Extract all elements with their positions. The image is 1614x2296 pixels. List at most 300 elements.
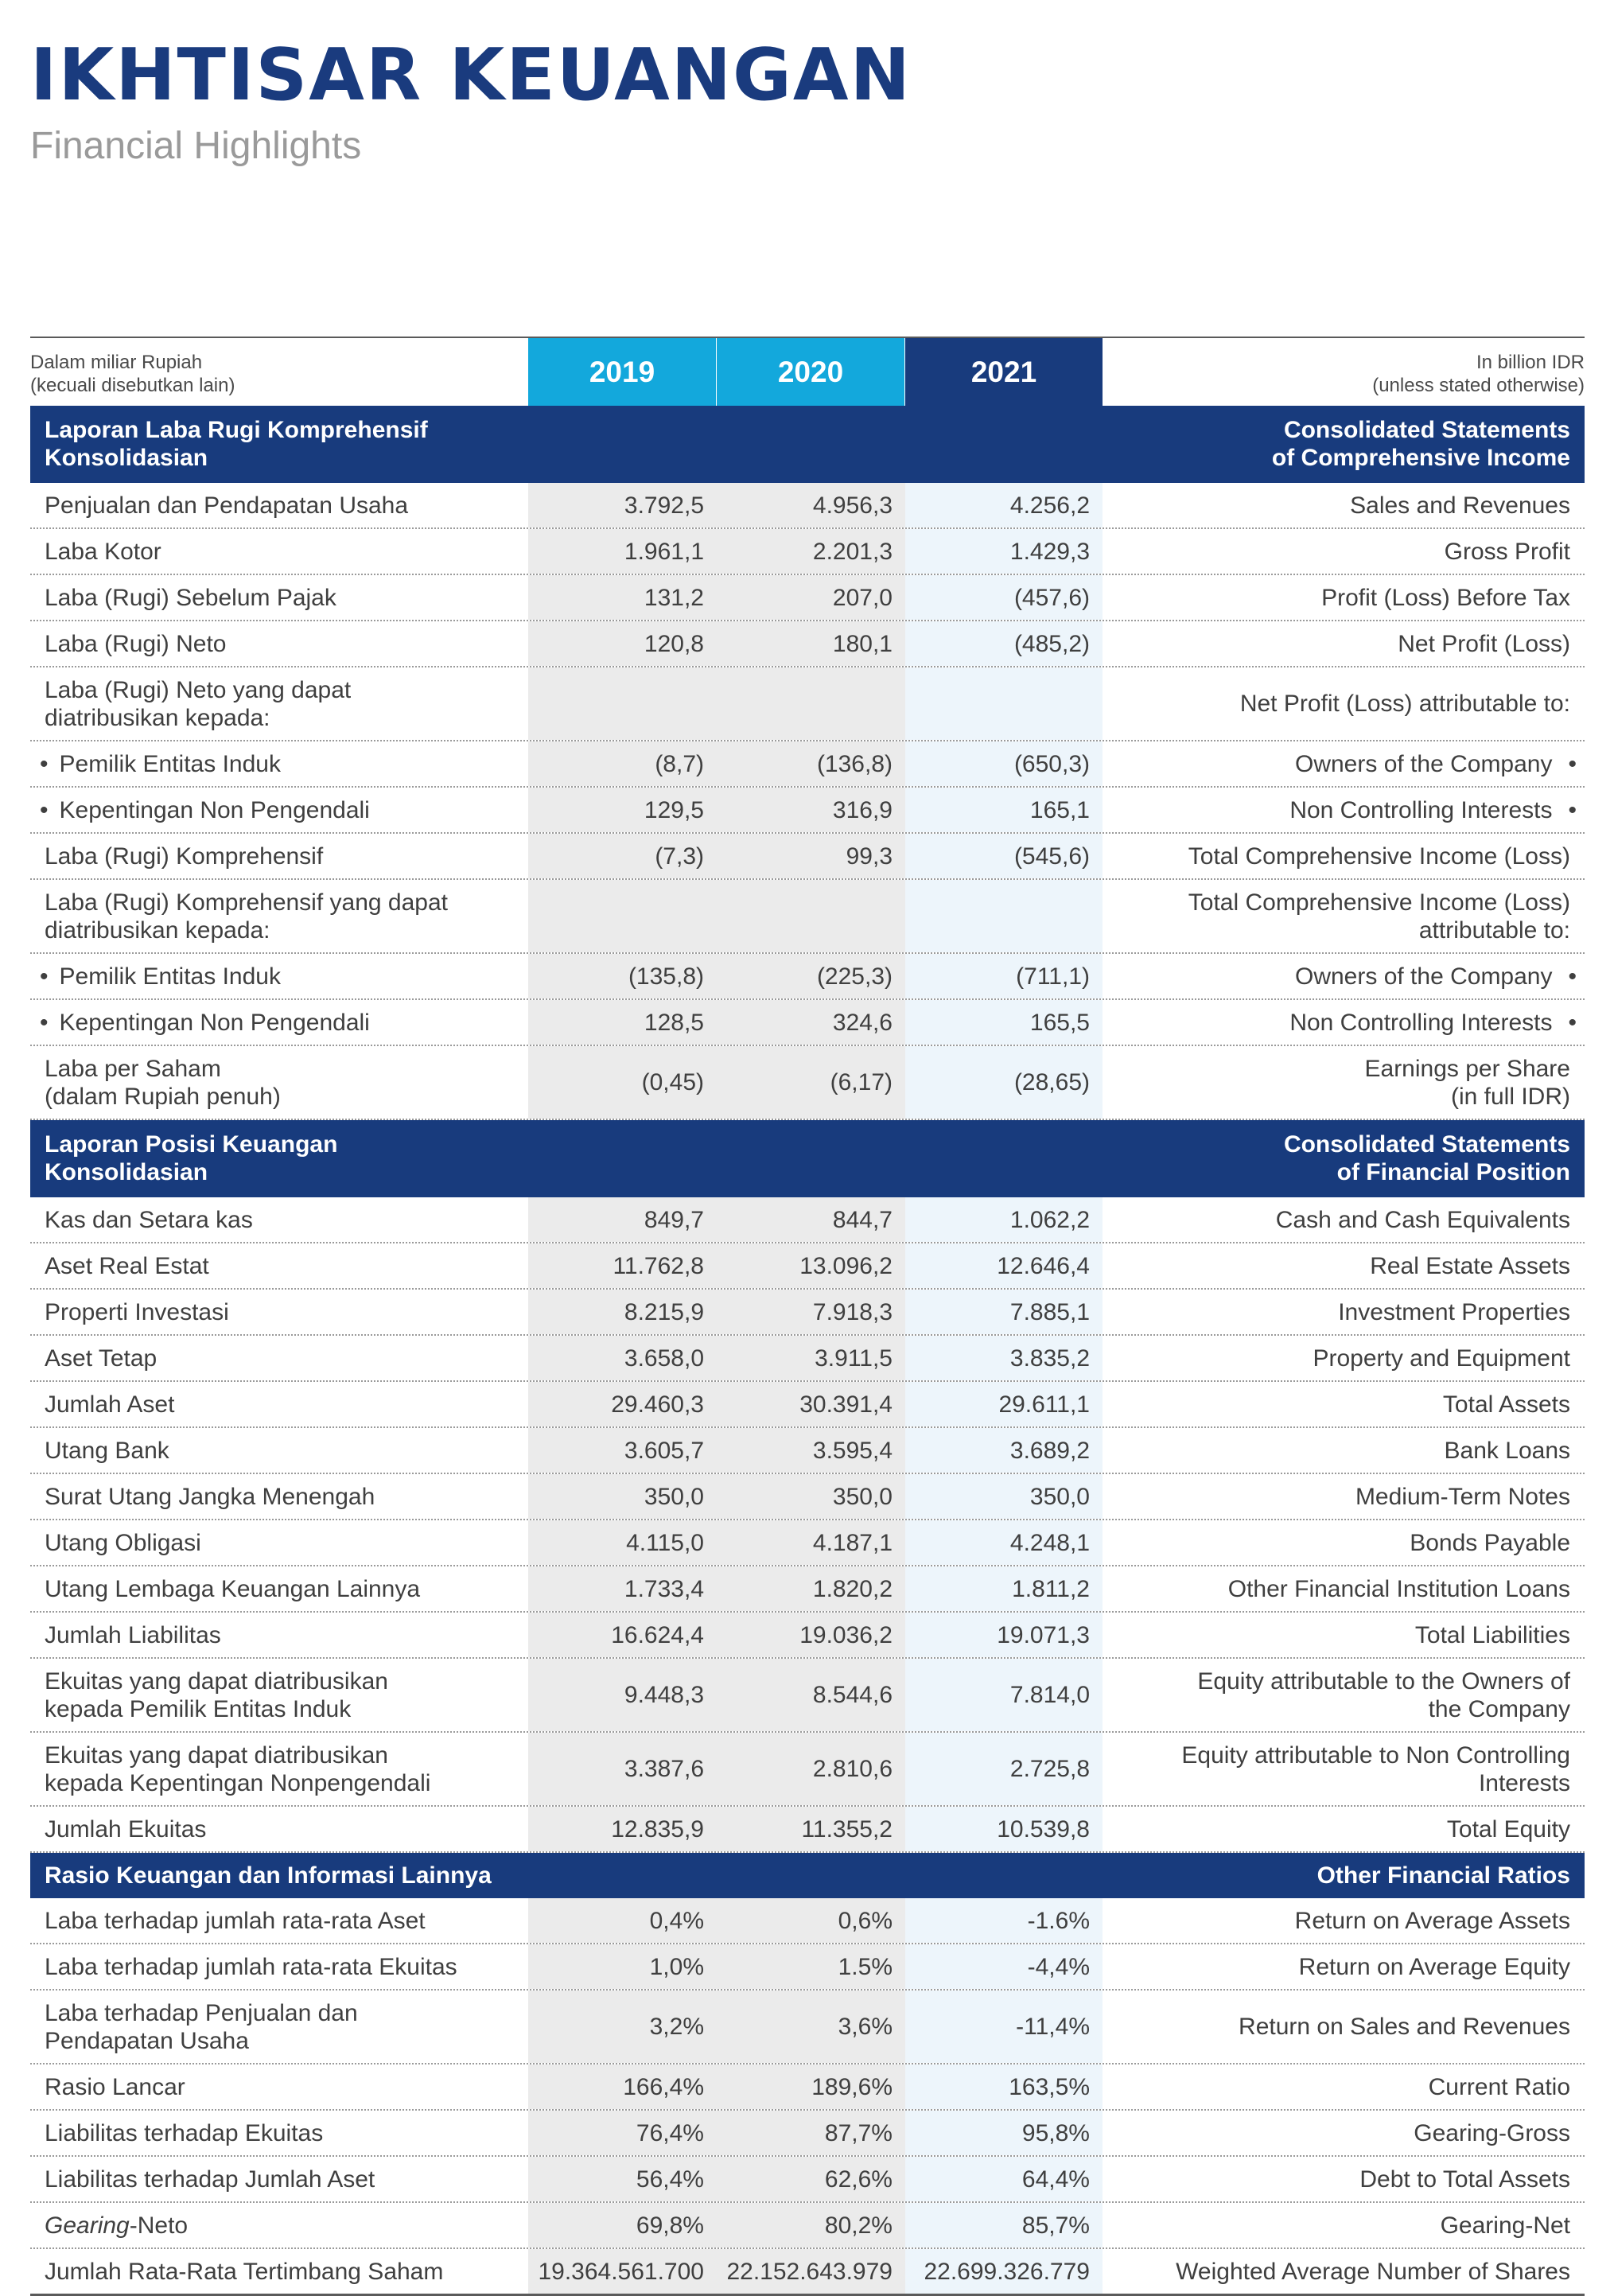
value-2019: 131,2 bbox=[528, 575, 717, 620]
value-2019: 129,5 bbox=[528, 788, 717, 832]
value-2019: 1,0% bbox=[528, 1944, 717, 1989]
section-title-id bbox=[45, 416, 428, 472]
row-label-en-text bbox=[1429, 2073, 1570, 2101]
row-label-id-line: Kepentingan Non Pengendali bbox=[59, 796, 370, 823]
value-2021: 165,5 bbox=[905, 1000, 1103, 1045]
row-label-id-line: kepada Kepentingan Nonpengendali bbox=[45, 1769, 431, 1796]
value-2021 bbox=[905, 880, 1103, 952]
row-label-en-text bbox=[1240, 690, 1570, 718]
row-label-id-text bbox=[45, 2073, 185, 2101]
table-row bbox=[30, 1382, 1585, 1428]
row-label-en-line: Sales and Revenues bbox=[1350, 492, 1570, 519]
value-2020: 324,6 bbox=[717, 1000, 905, 1045]
value-2020: 2.201,3 bbox=[717, 529, 905, 574]
row-label-id bbox=[30, 621, 528, 666]
row-label-en-text bbox=[1414, 2119, 1570, 2147]
table-row bbox=[30, 575, 1585, 621]
value-2020: 0,6% bbox=[717, 1898, 905, 1943]
row-label-en bbox=[1103, 621, 1585, 666]
row-label-id-line: Laba (Rugi) Neto bbox=[45, 630, 227, 657]
row-label-id bbox=[30, 1243, 528, 1288]
value-2020: 30.391,4 bbox=[717, 1382, 905, 1426]
value-2020: 844,7 bbox=[717, 1197, 905, 1242]
value-2019: 76,4% bbox=[528, 2111, 717, 2155]
value-2020: 1.820,2 bbox=[717, 1566, 905, 1611]
row-label-en bbox=[1103, 483, 1585, 527]
row-label-en-line: Medium-Term Notes bbox=[1355, 1483, 1570, 1510]
row-label-en bbox=[1103, 954, 1585, 998]
row-label-id-text bbox=[45, 538, 161, 566]
row-label-en-line: Total Comprehensive Income (Loss) bbox=[1188, 889, 1570, 916]
row-label-en bbox=[1103, 1566, 1585, 1611]
row-label-en-line: Interests bbox=[1478, 1769, 1570, 1796]
row-label-en-text bbox=[1410, 1529, 1570, 1557]
row-label-en-text bbox=[1239, 2013, 1570, 2041]
italic-term: Gearing bbox=[45, 2212, 130, 2239]
value-2020: 87,7% bbox=[717, 2111, 905, 2155]
row-label-en bbox=[1103, 1474, 1585, 1519]
value-2021: 85,7% bbox=[905, 2203, 1103, 2247]
row-label-id-text bbox=[45, 1345, 157, 1372]
row-label-id bbox=[30, 2203, 528, 2247]
row-label-en-text bbox=[1350, 492, 1570, 520]
row-label-id-text bbox=[60, 796, 370, 824]
row-label-en-text bbox=[1370, 1252, 1570, 1280]
value-2021: 3.835,2 bbox=[905, 1336, 1103, 1380]
value-2020: (6,17) bbox=[717, 1046, 905, 1119]
table-row bbox=[30, 529, 1585, 575]
table-row bbox=[30, 880, 1585, 954]
row-label-en-line: Return on Average Equity bbox=[1298, 1953, 1570, 1980]
row-label-en-line: Net Profit (Loss) attributable to: bbox=[1239, 691, 1570, 717]
row-label-id-line: Jumlah Rata-Rata Tertimbang Saham bbox=[45, 2258, 444, 2285]
row-label-en-line: Current Ratio bbox=[1428, 2073, 1570, 2100]
section-title-en bbox=[1284, 1130, 1570, 1186]
row-label-id-line: Laba (Rugi) Neto yang dapat bbox=[45, 676, 352, 703]
row-label-id bbox=[30, 2249, 528, 2294]
row-label-en-line: (in full IDR) bbox=[1450, 1083, 1570, 1110]
row-label-id bbox=[30, 575, 528, 620]
row-label-en bbox=[1103, 741, 1585, 786]
row-label-en bbox=[1103, 1807, 1585, 1851]
section-title-id-line: Konsolidasian bbox=[45, 445, 208, 471]
row-label-id bbox=[30, 2064, 528, 2109]
table-row bbox=[30, 954, 1585, 1000]
row-label-id-text bbox=[45, 1437, 169, 1465]
row-label-id-line: Utang Bank bbox=[45, 1437, 169, 1464]
row-label-en-line: Total Equity bbox=[1446, 1815, 1570, 1843]
row-label-en bbox=[1103, 1520, 1585, 1565]
value-2020: (225,3) bbox=[717, 954, 905, 998]
row-label-id-line: Rasio Lancar bbox=[45, 2073, 185, 2100]
row-label-id-text bbox=[45, 843, 323, 870]
value-2021: (28,65) bbox=[905, 1046, 1103, 1119]
row-label-id bbox=[30, 880, 528, 952]
value-2021: 3.689,2 bbox=[905, 1428, 1103, 1473]
value-2021: 7.814,0 bbox=[905, 1659, 1103, 1731]
value-2020: 99,3 bbox=[717, 834, 905, 878]
section-title-en bbox=[1272, 416, 1570, 472]
row-label-id-line: Laba terhadap jumlah rata-rata Ekuitas bbox=[45, 1953, 457, 1980]
row-label-en-line: Non Controlling Interests bbox=[1289, 796, 1553, 823]
value-2020 bbox=[717, 667, 905, 740]
value-2020: 19.036,2 bbox=[717, 1613, 905, 1657]
row-label-en-line: Equity attributable to Non Controlling bbox=[1181, 1741, 1570, 1769]
row-label-id-line: Ekuitas yang dapat diatribusikan bbox=[45, 1741, 388, 1769]
row-label-id bbox=[30, 1520, 528, 1565]
row-label-en-line: Return on Average Assets bbox=[1294, 1907, 1570, 1934]
value-2021: 163,5% bbox=[905, 2064, 1103, 2109]
section-title-en-line: of Comprehensive Income bbox=[1271, 445, 1570, 471]
row-label-id-line: Liabilitas terhadap Ekuitas bbox=[45, 2119, 324, 2146]
row-label-en bbox=[1103, 1991, 1585, 2063]
row-label-en-text bbox=[1299, 1953, 1570, 1981]
row-label-en bbox=[1103, 1197, 1585, 1242]
row-label-id-text bbox=[60, 750, 281, 778]
table-row bbox=[30, 1243, 1585, 1290]
row-label-en bbox=[1103, 1336, 1585, 1380]
row-label-id bbox=[30, 1566, 528, 1611]
row-label-en bbox=[1103, 1659, 1585, 1731]
row-label-id bbox=[30, 2157, 528, 2201]
row-label-id-line: Pendapatan Usaha bbox=[45, 2027, 249, 2054]
unit-note-en bbox=[1372, 351, 1585, 397]
row-label-id-text bbox=[45, 630, 226, 658]
value-2019: 3,2% bbox=[528, 1991, 717, 2063]
row-label-en-line: Owners of the Company bbox=[1295, 963, 1553, 990]
value-2021: 95,8% bbox=[905, 2111, 1103, 2155]
value-2020: 13.096,2 bbox=[717, 1243, 905, 1288]
row-label-en-line: the Company bbox=[1428, 1695, 1570, 1722]
row-label-id bbox=[30, 529, 528, 574]
value-2020: 7.918,3 bbox=[717, 1290, 905, 1334]
row-label-en-text bbox=[1289, 1009, 1552, 1037]
row-label-en-text bbox=[1445, 1437, 1570, 1465]
value-2019: 12.835,9 bbox=[528, 1807, 717, 1851]
table-row bbox=[30, 2249, 1585, 2294]
row-label-id-text bbox=[45, 1298, 229, 1326]
value-2021: 19.071,3 bbox=[905, 1613, 1103, 1657]
table-row bbox=[30, 1991, 1585, 2064]
value-2020: 180,1 bbox=[717, 621, 905, 666]
row-label-id bbox=[30, 483, 528, 527]
row-label-en-line: Weighted Average Number of Shares bbox=[1176, 2258, 1570, 2285]
section-title-id-line: Konsolidasian bbox=[45, 1159, 208, 1185]
value-2020: 1.5% bbox=[717, 1944, 905, 1989]
unit-note-id bbox=[30, 351, 235, 397]
row-label-en bbox=[1103, 529, 1585, 574]
bullet-icon: • bbox=[40, 963, 49, 990]
row-label-en bbox=[1103, 1613, 1585, 1657]
row-label-en-line: Investment Properties bbox=[1338, 1298, 1570, 1325]
row-label-id bbox=[30, 1000, 528, 1045]
row-label-en bbox=[1103, 1290, 1585, 1334]
row-label-id bbox=[30, 954, 528, 998]
value-2020: 80,2% bbox=[717, 2203, 905, 2247]
value-2021: 29.611,1 bbox=[905, 1382, 1103, 1426]
row-label-id-text bbox=[45, 1999, 358, 2055]
table-header bbox=[30, 338, 1585, 406]
section-header bbox=[30, 406, 1585, 483]
row-label-en bbox=[1103, 575, 1585, 620]
row-label-id-text bbox=[45, 1815, 206, 1843]
row-label-en bbox=[1103, 1733, 1585, 1805]
value-2019: 19.364.561.700 bbox=[528, 2249, 717, 2294]
bullet-icon: • bbox=[1568, 963, 1577, 990]
row-label-id bbox=[30, 1613, 528, 1657]
row-label-id-line: Aset Real Estat bbox=[45, 1252, 209, 1279]
unit-note-en-line2: (unless stated otherwise) bbox=[1372, 375, 1585, 396]
row-label-id-line: Liabilitas terhadap Jumlah Aset bbox=[45, 2166, 375, 2193]
row-label-en-text bbox=[1398, 630, 1570, 658]
row-label-en-text bbox=[1295, 1907, 1570, 1935]
value-2019: 128,5 bbox=[528, 1000, 717, 1045]
row-label-id-text bbox=[45, 2119, 323, 2147]
value-2020: 3.595,4 bbox=[717, 1428, 905, 1473]
row-label-id-text bbox=[45, 1953, 457, 1981]
table-row bbox=[30, 1898, 1585, 1944]
row-label-id bbox=[30, 1807, 528, 1851]
row-label-id-text bbox=[45, 1391, 174, 1418]
row-label-en-line: Total Comprehensive Income (Loss) bbox=[1188, 843, 1570, 870]
value-2020: 11.355,2 bbox=[717, 1807, 905, 1851]
row-label-id-line: Ekuitas yang dapat diatribusikan bbox=[45, 1668, 388, 1695]
table-row bbox=[30, 1807, 1585, 1853]
section-title-en-line: Consolidated Statements bbox=[1283, 417, 1570, 443]
row-label-id-line: Laba (Rugi) Komprehensif yang dapat bbox=[45, 889, 448, 916]
row-label-id-line: Properti Investasi bbox=[45, 1298, 229, 1325]
row-label-id bbox=[30, 1197, 528, 1242]
table-body bbox=[30, 406, 1585, 2294]
row-label-en-text bbox=[1365, 1055, 1571, 1111]
table-row bbox=[30, 2157, 1585, 2203]
row-label-en-text bbox=[1289, 796, 1552, 824]
row-label-id-line: Kepentingan Non Pengendali bbox=[59, 1009, 370, 1036]
row-label-en bbox=[1103, 1382, 1585, 1426]
row-label-en-line: Total Assets bbox=[1442, 1391, 1570, 1418]
table-row bbox=[30, 788, 1585, 834]
value-2019: 350,0 bbox=[528, 1474, 717, 1519]
value-2019: 1.961,1 bbox=[528, 529, 717, 574]
value-2019: 4.115,0 bbox=[528, 1520, 717, 1565]
value-2019: 16.624,4 bbox=[528, 1613, 717, 1657]
row-label-en-line: Non Controlling Interests bbox=[1289, 1009, 1553, 1036]
row-label-en-text bbox=[1321, 584, 1570, 612]
row-label-en-line: Bank Loans bbox=[1444, 1437, 1570, 1464]
unit-note-en-line1: In billion IDR bbox=[1476, 352, 1585, 373]
section-title-id-line: Laporan Posisi Keuangan bbox=[45, 1131, 338, 1158]
row-label-id-line: Laba terhadap Penjualan dan bbox=[45, 1999, 358, 2026]
section-header bbox=[30, 1853, 1585, 1898]
bullet-icon: • bbox=[1568, 796, 1577, 823]
row-label-id bbox=[30, 741, 528, 786]
value-2019: 9.448,3 bbox=[528, 1659, 717, 1731]
value-2021: (650,3) bbox=[905, 741, 1103, 786]
row-label-en-text bbox=[1415, 1621, 1570, 1649]
row-label-id-text bbox=[45, 1575, 420, 1603]
value-2021: 64,4% bbox=[905, 2157, 1103, 2201]
year-header-2019: 2019 bbox=[528, 338, 716, 406]
row-label-en-line: Bonds Payable bbox=[1410, 1529, 1570, 1556]
section-title-id bbox=[45, 1130, 337, 1186]
table-row bbox=[30, 1000, 1585, 1046]
row-label-en-text bbox=[1313, 1345, 1570, 1372]
value-2021: -11,4% bbox=[905, 1991, 1103, 2063]
row-label-en-line: Gross Profit bbox=[1444, 538, 1570, 565]
value-2019: 849,7 bbox=[528, 1197, 717, 1242]
row-label-id bbox=[30, 1474, 528, 1519]
row-label-id-line: Utang Lembaga Keuangan Lainnya bbox=[45, 1575, 421, 1602]
row-label-id bbox=[30, 2111, 528, 2155]
bullet-icon: • bbox=[40, 1009, 49, 1036]
section-title-id-line: Laporan Laba Rugi Komprehensif bbox=[45, 417, 428, 443]
row-label-id bbox=[30, 1898, 528, 1943]
row-label-id-line: diatribusikan kepada: bbox=[45, 704, 270, 731]
value-2019: 29.460,3 bbox=[528, 1382, 717, 1426]
value-2020: 3,6% bbox=[717, 1991, 905, 2063]
row-label-en-line: Real Estate Assets bbox=[1370, 1252, 1570, 1279]
row-label-id-text bbox=[45, 676, 351, 732]
value-2020: 4.956,3 bbox=[717, 483, 905, 527]
row-label-en bbox=[1103, 2203, 1585, 2247]
row-label-id-line: Pemilik Entitas Induk bbox=[59, 963, 281, 990]
value-2020: 207,0 bbox=[717, 575, 905, 620]
value-2019: 8.215,9 bbox=[528, 1290, 717, 1334]
value-2019 bbox=[528, 667, 717, 740]
row-label-id-line: (dalam Rupiah penuh) bbox=[45, 1083, 281, 1110]
row-label-en-line: Profit (Loss) Before Tax bbox=[1321, 584, 1570, 611]
value-2019: 3.387,6 bbox=[528, 1733, 717, 1805]
row-label-id-text bbox=[45, 1668, 388, 1723]
row-label-id-line: Penjualan dan Pendapatan Usaha bbox=[45, 492, 409, 519]
row-label-en bbox=[1103, 2249, 1585, 2294]
value-2021: (485,2) bbox=[905, 621, 1103, 666]
table-row bbox=[30, 1733, 1585, 1807]
value-2019: 120,8 bbox=[528, 621, 717, 666]
value-2019: 166,4% bbox=[528, 2064, 717, 2109]
row-label-id bbox=[30, 1382, 528, 1426]
row-label-en-text bbox=[1276, 1206, 1570, 1234]
row-label-en-text bbox=[1228, 1575, 1570, 1603]
value-2021: 4.248,1 bbox=[905, 1520, 1103, 1565]
value-2020: 22.152.643.979 bbox=[717, 2249, 905, 2294]
row-label-id bbox=[30, 834, 528, 878]
row-label-id bbox=[30, 788, 528, 832]
table-row bbox=[30, 1336, 1585, 1382]
value-2019: 1.733,4 bbox=[528, 1566, 717, 1611]
row-label-en bbox=[1103, 1428, 1585, 1473]
section-header bbox=[30, 1120, 1585, 1197]
value-2019: 3.658,0 bbox=[528, 1336, 717, 1380]
row-label-id-line: Pemilik Entitas Induk bbox=[59, 750, 281, 777]
row-label-en-text bbox=[1441, 2212, 1570, 2240]
row-label-en-line: Net Profit (Loss) bbox=[1398, 630, 1570, 657]
row-label-en-line: Earnings per Share bbox=[1364, 1055, 1570, 1082]
row-label-id bbox=[30, 1290, 528, 1334]
table-row bbox=[30, 1290, 1585, 1336]
value-2021: -4,4% bbox=[905, 1944, 1103, 1989]
row-label-id-text bbox=[45, 1741, 430, 1797]
value-2021: -1.6% bbox=[905, 1898, 1103, 1943]
row-label-id bbox=[30, 1046, 528, 1119]
row-label-id bbox=[30, 1944, 528, 1989]
row-label-en-text bbox=[1295, 963, 1552, 990]
value-2020: 189,6% bbox=[717, 2064, 905, 2109]
section-title-en-line: Other Financial Ratios bbox=[1316, 1862, 1570, 1889]
row-label-en bbox=[1103, 788, 1585, 832]
table-row bbox=[30, 1046, 1585, 1120]
year-header-2020: 2020 bbox=[717, 338, 904, 406]
row-label-en-line: Total Liabilities bbox=[1414, 1621, 1570, 1648]
table-row bbox=[30, 2064, 1585, 2111]
row-label-id-text bbox=[45, 1055, 281, 1111]
value-2021: 2.725,8 bbox=[905, 1733, 1103, 1805]
row-label-id-line: Utang Obligasi bbox=[45, 1529, 201, 1556]
table-row bbox=[30, 667, 1585, 741]
value-2019: (8,7) bbox=[528, 741, 717, 786]
unit-note-id-line1: Dalam miliar Rupiah bbox=[30, 352, 203, 373]
row-label-id-line: Jumlah Aset bbox=[45, 1391, 175, 1418]
row-label-id-line: kepada Pemilik Entitas Induk bbox=[45, 1695, 352, 1722]
row-label-en-line: Owners of the Company bbox=[1295, 750, 1553, 777]
value-2020: 62,6% bbox=[717, 2157, 905, 2201]
value-2020: 4.187,1 bbox=[717, 1520, 905, 1565]
year-header-2021: 2021 bbox=[905, 338, 1103, 406]
value-2021: 10.539,8 bbox=[905, 1807, 1103, 1851]
value-2021: 165,1 bbox=[905, 788, 1103, 832]
row-label-en bbox=[1103, 1944, 1585, 1989]
value-2019: 69,8% bbox=[528, 2203, 717, 2247]
row-label-en-text bbox=[1295, 750, 1552, 778]
row-label-id-text bbox=[45, 2166, 375, 2193]
row-label-en-text bbox=[1338, 1298, 1570, 1326]
row-label-en-line: Other Financial Institution Loans bbox=[1227, 1575, 1570, 1602]
row-label-en bbox=[1103, 2157, 1585, 2201]
table-row bbox=[30, 1520, 1585, 1566]
row-label-en-text bbox=[1197, 1668, 1570, 1723]
row-label-id bbox=[30, 1428, 528, 1473]
row-label-en-line: Cash and Cash Equivalents bbox=[1275, 1206, 1570, 1233]
row-label-id-text bbox=[45, 492, 408, 520]
row-label-en-line: Debt to Total Assets bbox=[1359, 2166, 1570, 2193]
value-2019: 56,4% bbox=[528, 2157, 717, 2201]
row-label-en-text bbox=[1188, 889, 1570, 944]
row-label-en bbox=[1103, 1000, 1585, 1045]
value-2019: (0,45) bbox=[528, 1046, 717, 1119]
value-2019: 11.762,8 bbox=[528, 1243, 717, 1288]
row-label-en-text bbox=[1176, 2258, 1570, 2286]
row-label-en bbox=[1103, 2064, 1585, 2109]
row-label-en bbox=[1103, 667, 1585, 740]
row-label-id-line: Laba (Rugi) Sebelum Pajak bbox=[45, 584, 336, 611]
value-2021: 22.699.326.779 bbox=[905, 2249, 1103, 2294]
row-label-id-line: Laba per Saham bbox=[45, 1055, 221, 1082]
value-2020: 316,9 bbox=[717, 788, 905, 832]
row-label-en bbox=[1103, 834, 1585, 878]
value-2021: (711,1) bbox=[905, 954, 1103, 998]
row-label-id-line: Laba (Rugi) Komprehensif bbox=[45, 843, 324, 870]
row-label-id-text bbox=[45, 584, 336, 612]
row-label-id-line: Laba Kotor bbox=[45, 538, 161, 565]
row-label-en bbox=[1103, 1898, 1585, 1943]
row-label-id-text bbox=[45, 1621, 221, 1649]
row-label-id bbox=[30, 667, 528, 740]
value-2021: 12.646,4 bbox=[905, 1243, 1103, 1288]
row-label-en-text bbox=[1181, 1741, 1570, 1797]
row-label-en-line: Gearing-Gross bbox=[1414, 2119, 1570, 2146]
section-title-en-line: of Financial Position bbox=[1336, 1159, 1570, 1185]
section-title-en-line: Consolidated Statements bbox=[1283, 1131, 1570, 1158]
